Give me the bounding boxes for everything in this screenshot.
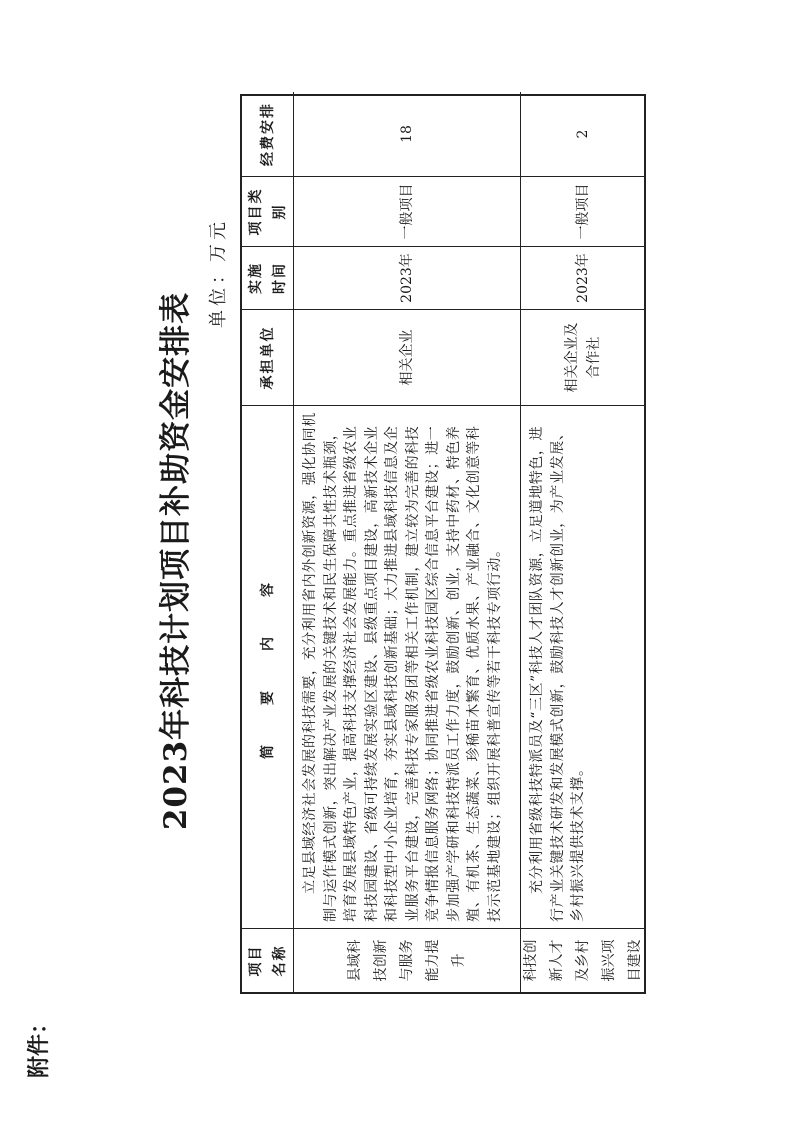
row2-category: 一般项目 (521, 176, 644, 246)
row2-project-name: 科技创新人才及乡村振兴项目建设 (521, 928, 644, 992)
row1-time: 2023年 (294, 246, 521, 309)
row2-unit: 相关企业及合作社 (521, 309, 644, 405)
row2-time: 2023年 (521, 246, 644, 309)
row1-project-name: 县域科技创新与服务能力提升 (294, 928, 521, 992)
row2-summary: 充分利用省级科技特派员及“三区”科技人才团队资源，立足道地特色，进行产业关键技术研发和发展模式创新，鼓励科技人才创新创业，为产业发展、乡村振兴提供技术支撑。 (521, 405, 644, 928)
row1-summary: 立足县域经济社会发展的科技需要，充分利用省内外创新资源，强化协同机制与运作模式创新，突出解决产业发展的关键技术和民生保障共性技术瓶颈，培育发展县域特色产业，提高科技支撑经济社会发展能力。重点推进省级农业科技园建设、省级可持续发展实验区建设、县级重点项目建设，高新技术企业和科技型中小企业培育，夯实县域科技创新基础；大力推进县域科技信息及企业服务平台建设，完善科技专家服务团等相关工作机制，建立较为完善的科技竞争情报信息服务网络；协同推进省级农业科技园区综合信息平台建设；进一步加强产学研和科技特派员工作力度，鼓励创新、创业，支持中药材、特色养殖、有机茶、生态蔬菜、珍稀苗木繁育、优质水果、产业融合、文化创意等科技示范基地建设；组织开展科普宣传等若干科技专项行动。 (294, 405, 521, 928)
row1-funding: 18 (294, 92, 521, 176)
row1-category: 一般项目 (294, 176, 521, 246)
row2-funding: 2 (574, 129, 591, 139)
header-summary: 简要内容 (242, 405, 294, 928)
header-project-name: 项目名称 (242, 928, 294, 992)
row1-unit: 相关企业 (294, 309, 521, 405)
header-unit: 承担单位 (242, 309, 294, 405)
header-time: 实施时间 (242, 246, 294, 309)
page-title: 2023年科技计划项目补助资金安排表 (158, 291, 194, 831)
funding-table (240, 94, 646, 994)
header-category: 项目类别 (242, 176, 294, 246)
attachment-label: 附件： (27, 1011, 52, 1078)
header-funding: 经费安排 (242, 92, 294, 176)
unit-label: 单位：万元 (208, 218, 229, 328)
